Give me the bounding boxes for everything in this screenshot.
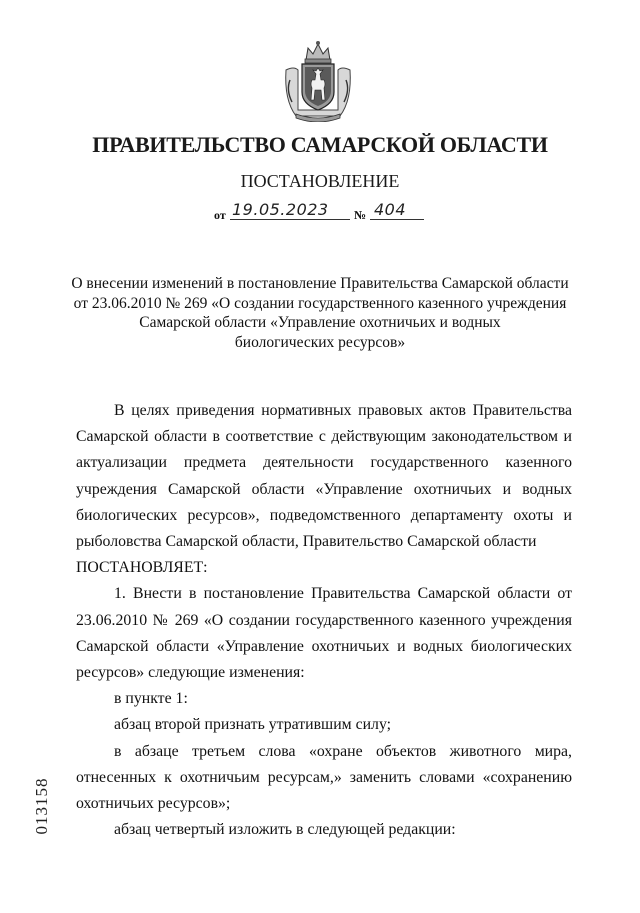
- subject-line: О внесении изменений в постановление Правительства Самарской области: [71, 275, 569, 292]
- item-1-paragraph: 1. Внести в постановление Правительства Самарской области от 23.06.2010 № 269 «О создании государственного казенного учреждения Самарской области «Управление охотничьих и водных биологических ресурсов» следующие изменения:: [76, 585, 572, 682]
- subject-line: Самарской области «Управление охотничьих и водных: [139, 314, 501, 331]
- coat-of-arms-icon: [282, 40, 354, 122]
- subitem-paragraph: в пункте 1:: [114, 690, 188, 708]
- document-subject: [60, 274, 580, 352]
- organization-title: ПРАВИТЕЛЬСТВО САМАРСКОЙ ОБЛАСТИ: [92, 132, 548, 157]
- subitem-paragraph: в абзаце третьем слова «охране объектов животного мира, отнесенных к охотничьим ресурсам,» заменить словами «сохранению охотничьих ресурсов»;: [76, 742, 572, 813]
- date-underline: [230, 219, 350, 220]
- subitem-paragraph: абзац четвертый изложить в следующей редакции:: [114, 821, 456, 839]
- document-type: ПОСТАНОВЛЕНИЕ: [240, 171, 400, 191]
- document-body: [76, 398, 572, 843]
- number-prefix-label: №: [354, 208, 367, 222]
- handwritten-number: 404: [374, 200, 407, 219]
- subject-line: биологических ресурсов»: [234, 333, 406, 351]
- handwritten-date: 19.05.2023: [232, 200, 329, 219]
- subitem-paragraph: абзац второй признать утратившим силу;: [114, 716, 392, 734]
- serial-number: 013158: [32, 777, 51, 835]
- resolves-keyword: ПОСТАНОВЛЯЕТ:: [76, 559, 208, 577]
- number-underline: [370, 219, 424, 220]
- margin-serial: [22, 770, 62, 842]
- subject-line: от 23.06.2010 № 269 «О создании государственного казенного учреждения: [73, 294, 567, 312]
- preamble-paragraph: В целях приведения нормативных правовых актов Правительства Самарской области в соответствие с действующим законодательством и актуализации предмета деятельности государственного казенного учреждения Самарской области «Управление охотничьих и водных биологических ресурсов», подведомственного департаменту охоты и рыболовства Самарской области, Правительство Самарской области: [76, 402, 572, 551]
- date-prefix-label: от: [214, 208, 226, 222]
